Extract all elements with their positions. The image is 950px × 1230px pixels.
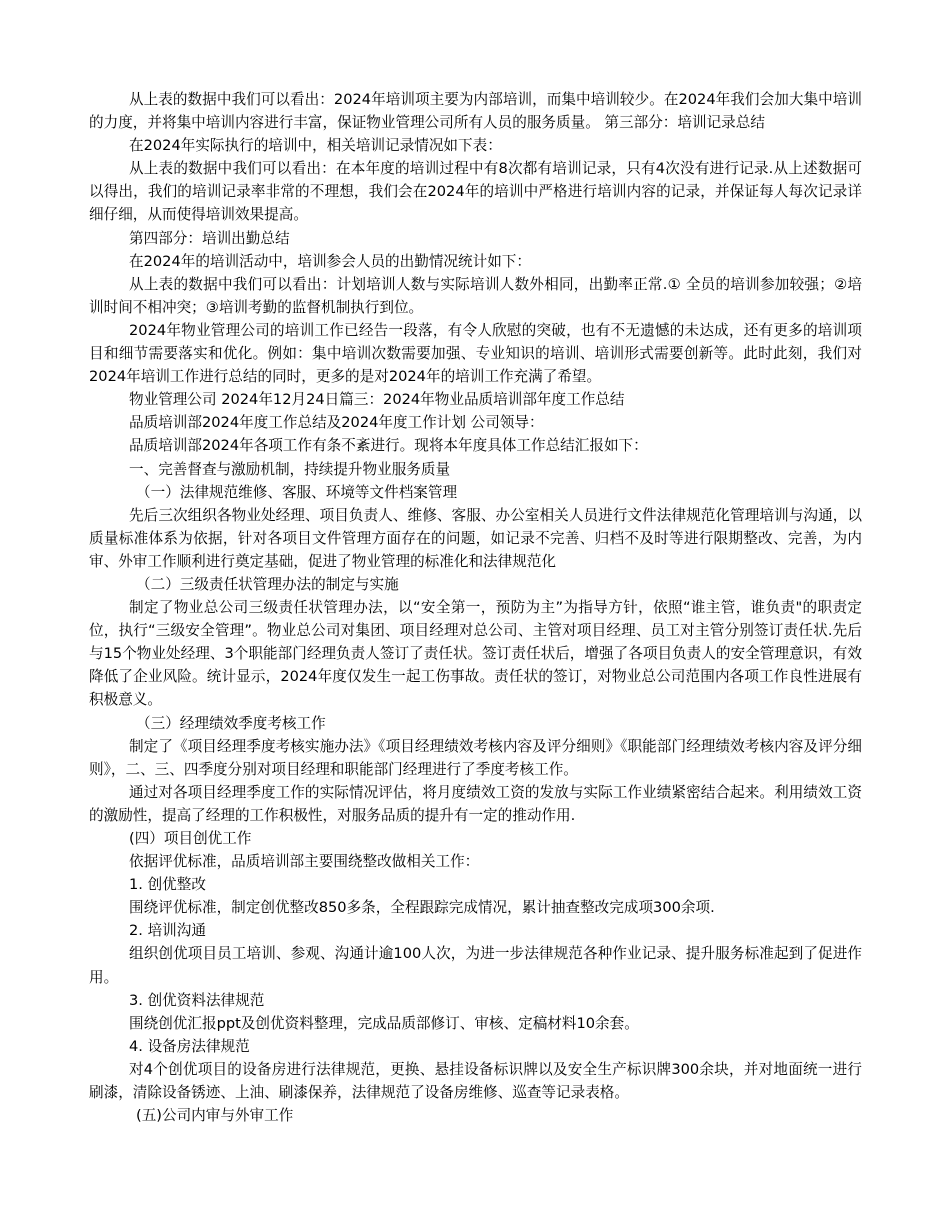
paragraph: 对4个创优项目的设备房进行法律规范，更换、悬挂设备标识牌以及安全生产标识牌300余块，并对地面统一进行刷漆，清除设备锈迹、上油、刷漆保养，法律规范了设备房维修、巡查等记录表格。 xyxy=(89,1060,862,1102)
paragraph: (五)公司内审与外审工作 xyxy=(136,1107,294,1125)
paragraph: 通过对各项目经理季度工作的实际情况评估，将月度绩效工资的发放与实际工作业绩紧密结合起来。利用绩效工资的激励性，提高了经理的工作积极性，对服务品质的提升有一定的推动作用. xyxy=(89,783,862,824)
paragraph: 一、完善督查与激励机制，持续提升物业服务质量 xyxy=(129,460,451,478)
paragraph: 3. 创优资料法律规范 xyxy=(129,991,265,1009)
paragraph: 围绕评优标准，制定创优整改850多条，全程跟踪完成情况，累计抽查整改完成项300余项. xyxy=(129,899,715,917)
paragraph: 制定了《项目经理季度考核实施办法》《项目经理绩效考核内容及评分细则》《职能部门经理绩效考核内容及评分细则》，二、三、四季度分别对项目经理和职能部门经理进行了季度考核工作。 xyxy=(89,737,862,778)
paragraph: 从上表的数据中我们可以看出：计划培训人数与实际培训人数外相同，出勤率正常.① 全员的培训参加较强；②培训时间不相冲突；③培训考勤的监督机制执行到位。 xyxy=(89,275,862,316)
paragraph: 2024年物业管理公司的培训工作已经告一段落，有令人欣慰的突破，也有不无遗憾的未达成，还有更多的培训项目和细节需要落实和优化。例如：集中培训次数需要加强、专业知识的培训、培训形式需要创新等。此时此刻，我们对2024年培训工作进行总结的同时，更多的是对2024年的培训工作充满了希望。 xyxy=(89,321,862,386)
paragraph: 组织创优项目员工培训、参观、沟通计逾100人次，为进一步法律规范各种作业记录、提升服务标准起到了促进作用。 xyxy=(89,945,862,986)
paragraph: 4. 设备房法律规范 xyxy=(129,1037,250,1055)
paragraph: （三）经理绩效季度考核工作 xyxy=(136,714,326,732)
paragraph: （一）法律规范维修、客服、环境等文件档案管理 xyxy=(136,483,458,501)
paragraph: 先后三次组织各物业处经理、项目负责人、维修、客服、办公室相关人员进行文件法律规范化管理培训与沟通，以质量标准体系为依据，针对各项目文件管理方面存在的问题，如记录不完善、归档不及时等进行限期整改、完善，为内审、外审工作顺利进行奠定基础，促进了物业管理的标准化和法律规范化 xyxy=(89,506,862,570)
paragraph: 在2024年的培训活动中，培训参会人员的出勤情况统计如下： xyxy=(129,252,531,270)
paragraph: 围绕创优汇报ppt及创优资料整理，完成品质部修订、审核、定稿材料10余套。 xyxy=(129,1014,639,1032)
paragraph: 2. 培训沟通 xyxy=(129,922,206,940)
paragraph: 从上表的数据中我们可以看出：在本年度的培训过程中有8次都有培训记录，只有4次没有进行记录.从上述数据可以得出，我们的培训记录率非常的不理想，我们会在2024年的培训中严格进行培训内容的记录，并保证每人每次记录详细仔细，从而使得培训效果提高。 xyxy=(89,160,862,224)
paragraph: 依据评优标准，品质培训部主要围绕整改做相关工作： xyxy=(129,853,480,871)
paragraph: 在2024年实际执行的培训中，相关培训记录情况如下表： xyxy=(129,137,502,155)
paragraph: 制定了物业总公司三级责任状管理办法，以“安全第一，预防为主”为指导方针，依照“谁主管，谁负责"的职责定位，执行“三级安全管理”。物业总公司对集团、项目经理对总公司、主管对项目经理、员工对主管分别签订责任状.先后与15个物业处经理、3个职能部门经理负责人签订了责任状。签订责任状后，增强了各项目负责人的安全管理意识，有效降低了企业风险。统计显示，2024年度仅发生一起工伤事故。责任状的签订，对物业总公司范围内各项工作良性进展有积极意义。 xyxy=(89,599,862,709)
paragraph: 物业管理公司 2024年12月24日篇三：2024年物业品质培训部年度工作总结 xyxy=(129,391,625,409)
paragraph: 第四部分：培训出勤总结 xyxy=(129,229,290,247)
paragraph: 品质培训部2024年各项工作有条不紊进行。现将本年度具体工作总结汇报如下： xyxy=(129,437,648,455)
paragraph: （二）三级责任状管理办法的制定与实施 xyxy=(136,575,399,593)
paragraph: 品质培训部2024年度工作总结及2024年度工作计划 公司领导： xyxy=(129,414,544,432)
paragraph: (四）项目创优工作 xyxy=(129,830,252,847)
paragraph: 从上表的数据中我们可以看出：2024年培训项主要为内部培训，而集中培训较少。在2024年我们会加大集中培训的力度，并将集中培训内容进行丰富，保证物业管理公司所有人员的服务质量。 第三部分：培训记录总结 xyxy=(89,91,862,132)
paragraph: 1. 创优整改 xyxy=(129,876,206,894)
